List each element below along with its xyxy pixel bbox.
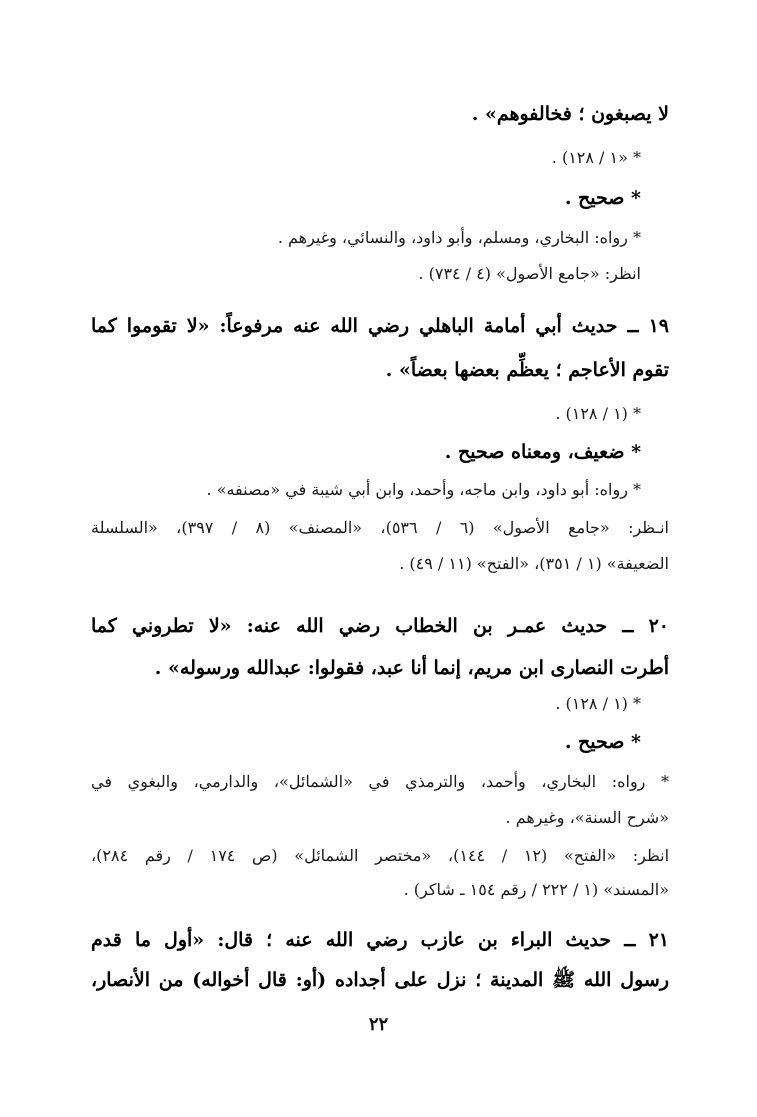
hadith-heading-20: ٢٠ ــ حديث عمـر بن الخطاب رضي الله عنه: «لا تطروني كما <box>91 615 669 637</box>
text-line: * صحيح . <box>564 731 641 753</box>
text-line: * رواه: البخاري، وأحمد، والترمذي في «الشمائل»، والدارمي، والبغوي في <box>91 772 669 791</box>
text-line: * (١ / ١٢٨) . <box>555 694 641 713</box>
page-number: ٢٢ <box>368 1014 389 1035</box>
text-line: «المسند» (١ / ٢٢٢ / رقم ١٥٤ ـ شاكر) . <box>403 880 669 899</box>
text-line: رسول الله ﷺ المدينة ؛ نزل على أجداده (أو: قال أخواله) من الأنصار، <box>91 969 669 991</box>
text-line: تقوم الأعاجم ؛ يعظِّم بعضها بعضاً» . <box>385 359 669 381</box>
text-line: لا يصبغون ؛ فخالفوهم» . <box>471 103 669 125</box>
hadith-heading-21: ٢١ ــ حديث البراء بن عازب رضي الله عنه ؛ قال: «أول ما قدم <box>91 929 669 951</box>
text-line: * رواه: أبو داود، وابن ماجه، وأحمد، وابن أبي شيبة في «مصنفه» . <box>206 480 641 499</box>
text-line: «شرح السنة»، وغيرهم . <box>505 808 669 827</box>
text-line: انظر: «الفتح» (١٢ / ١٤٤)، «مختصر الشمائل» (ص ١٧٤ / رقم ٢٨٤)، <box>91 846 670 865</box>
text-line: انظر: «جامع الأصول» (٤ / ٧٣٤) . <box>418 264 641 283</box>
hadith-heading-19: ١٩ ــ حديث أبي أمامة الباهلي رضي الله عنه مرفوعاً: «لا تقوموا كما <box>91 315 669 337</box>
text-line: * «١ / ١٢٨) . <box>551 148 641 167</box>
text-line: * صحيح . <box>564 187 641 209</box>
text-line: * (١ / ١٢٨) . <box>555 404 641 423</box>
text-line: الضعيفة» (١ / ٣٥١)، «الفتح» (١١ / ٤٩) . <box>399 554 669 573</box>
text-line: * رواه: البخاري، ومسلم، وأبو داود، والنسائي، وغيرهم . <box>277 228 641 247</box>
text-line: * ضعيف، ومعناه صحيح . <box>444 441 641 463</box>
text-line: انـظر: «جامع الأصول» (٦ / ٥٣٦)، «المصنف» (٨ / ٣٩٧)، «السلسلة <box>91 518 669 537</box>
text-line: أطرت النصارى ابن مريم، إنما أنا عبد، فقولوا: عبدالله ورسوله» . <box>154 657 669 679</box>
